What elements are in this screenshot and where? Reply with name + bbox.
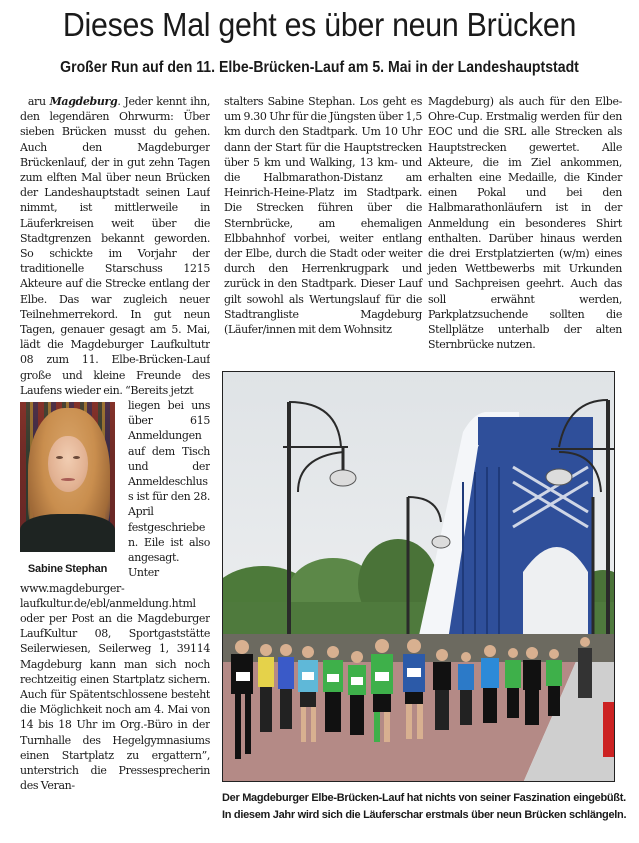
column-1-tail-text-body: www.magdeburger-laufkultur.de/ebl/anmeldung.html oder per Post an die Magdeburger LaufKultur 08, Sportgaststätte Seilerwiesen, Seilerweg 1, 39114 Magdeburg kann man sich noch rechtzeitig einen Startplatz sichern. Auch für Spätentschlossene besteht die Möglichkeit noch am 4. Mai von 14 bis 18 Uhr im Org.-Büro in der Turnhalle des Hegelgymnasiums einen Startplatz zu ergattern”, unterstrich die Pressesprecherin des Veran-: [20, 581, 210, 793]
portrait-figure: [20, 402, 120, 576]
photo-caption: [222, 790, 637, 824]
subheadline: Großer Run auf den 11. Elbe-Brücken-Lauf am 5. Mai in der Landeshauptstadt: [60, 59, 579, 76]
photo-caption-line-2: In diesem Jahr wird sich die Läuferschar erstmals über neun Brücken schlängeln.: [222, 809, 627, 821]
headline: Dieses Mal geht es über neun Brücken: [62, 6, 577, 43]
portrait-photo: [20, 402, 115, 552]
portrait-face: [48, 436, 88, 492]
article-column-1: [20, 94, 210, 829]
photo-caption-line-1: Der Magdeburger Elbe-Brücken-Lauf hat nichts von seiner Faszination eingebüßt.: [222, 792, 626, 804]
article-column-3: Magdeburg) als auch für den Elbe-Ohre-Cup. Erstmalig werden für den EOC und die SRL alle Strecken als Hauptstrecken gewertet. Alle Akteure, die im Ziel ankommen, erhalten eine Medaille, die Kinder einen Pokal und bei den Halbmarathonläufern ist in der Anmeldung ein besonderes Shirt enthalten. Darüber hinaus werden die drei Erstplatzierten (w/m) eines jeden Wettbewerbs mit Urkunden und Sachpreisen geehrt. Auch das soll erwähnt werden, Parkplatzsuchende sollten die Stellplätze unterhalb der alten Sternbrücke nutzen.: [428, 95, 622, 352]
column-1-lead-text: . Jeder kennt ihn, den legendären Ohrwurm: Über sieben Brücken musst du gehen. Auch den Magdeburger Brückenlauf, der in gut zehn Tagen zum elften Mal über neun Brücken der Landeshauptstadt seinen Lauf nimmt, ist mittlerweile in Läuferkreisen weit über die Stadtgrenzen bekannt geworden. So schickte im Vorjahr der traditionelle Starschuss 1215 Akteure auf die Strecke entlang der Elbe. Das war zugleich neuer Teilnehmerrekord. In gut neun Tagen, genauer gesagt am 5. Mai, lädt die Magdeburger Laufkultutr 08 zum 11. Elbe-Brücken-Lauf große und kleine Freunde des Laufens wieder ein. “Bereits jetzt: [20, 95, 210, 397]
portrait-shoulders: [20, 514, 115, 552]
dateline-city: Magdeburg: [49, 95, 118, 108]
column-1-wrap-text: liegen bei uns über 615 Anmeldungen auf dem Tisch und der Anmeldeschluss ist für den 28. April festgeschrieben. Eile ist also angesagt. Unter: [128, 399, 210, 580]
column-1-lead: [20, 94, 210, 398]
bridge-run-photo: [222, 371, 615, 782]
bridge-run-illustration: [223, 372, 615, 782]
article-column-2: stalters Sabine Stephan. Los geht es um 9.30 Uhr für die Jüngsten über 1,5 km durch den Stadtpark. Um 10 Uhr dann der Start für die Hauptstrecken über 5 km und Walking, 13 km- und die Halbmarathon-Distanz am Heinrich-Heine-Platz im Stadtpark. Die Strecken führen über die Sternbrücke, am ehemaligen Elbbahnhof vorbei, weiter entlang der Elbe, durch die Stadt oder weiter durch den Herrenkrugpark und zurück in den Stadtpark. Dieser Lauf gilt sowohl als Wertungslauf für die Stadtrangliste Magdeburg (Läufer/innen mit dem Wohnsitz: [224, 95, 422, 337]
portrait-caption: Sabine Stephan: [27, 563, 108, 576]
dateline-prefix: aru: [27, 95, 46, 108]
